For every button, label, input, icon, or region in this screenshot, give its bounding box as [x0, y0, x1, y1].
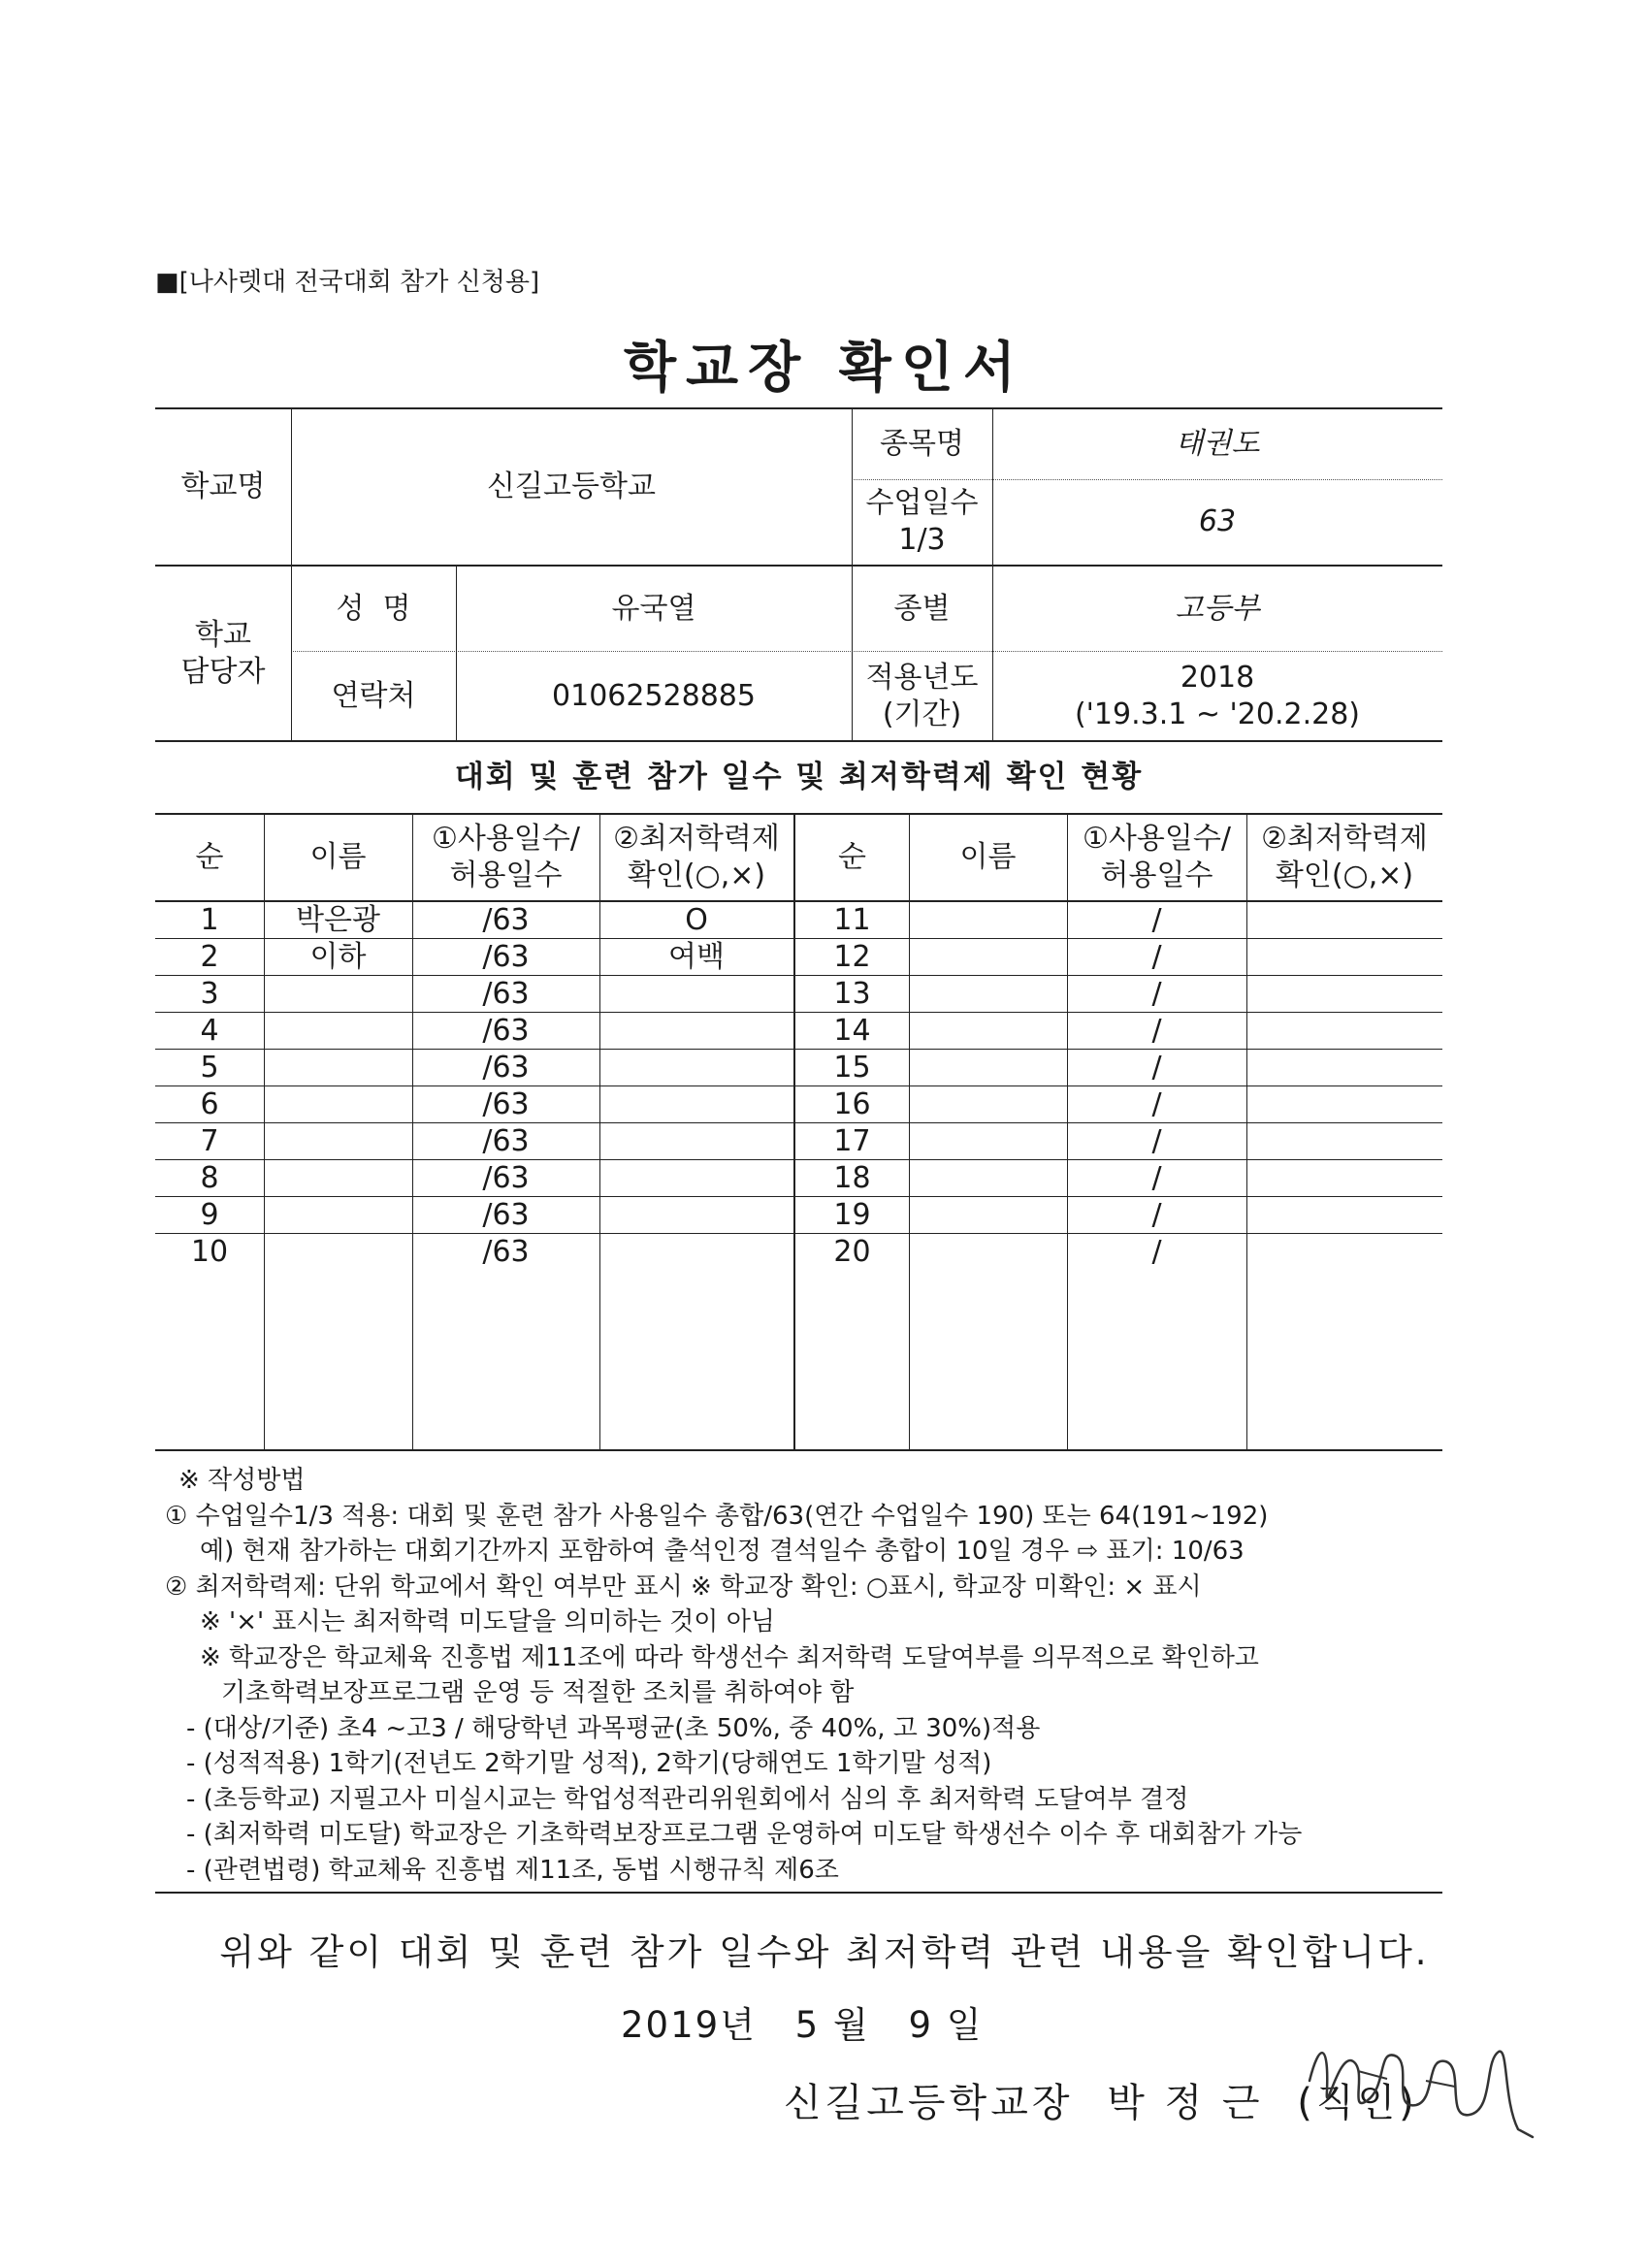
year-value: 2018 ('19.3.1 ~ '20.2.28) [1074, 660, 1361, 731]
row-left-check [599, 1123, 793, 1160]
row-left-check [599, 1050, 793, 1086]
row-left-name: 박은광 [296, 903, 380, 937]
row-right-days: / [1151, 1235, 1162, 1269]
row-left-check: O [685, 903, 708, 937]
confirmation-statement: 위와 같이 대회 및 훈련 참가 일수와 최저학력 관련 내용을 확인합니다. [219, 1931, 1430, 1973]
row-left-name [264, 1086, 412, 1123]
row-left-days: /63 [482, 1161, 530, 1195]
name-value: 유국열 [611, 591, 696, 626]
class-days-label: 수업일수 1/3 [865, 486, 979, 557]
note-item: - (대상/기준) 초4 ~고3 / 해당학년 과목평균(초 50%, 중 40%, 고 30%)적용 [186, 1713, 1041, 1743]
row-right-check [1246, 1013, 1442, 1050]
issue-date [621, 1995, 1009, 2048]
row-divider [155, 1159, 1442, 1160]
row-right-days: / [1151, 940, 1162, 974]
row-right-name [909, 1197, 1067, 1234]
signer-seal: (직인) [1297, 2081, 1418, 2125]
row-left-name [264, 1234, 412, 1271]
note-item: ※ '×' 표시는 최저학력 미도달을 의미하는 것이 아님 [200, 1607, 775, 1636]
row-left-name: 이하 [309, 940, 367, 974]
row-right-name [909, 1086, 1067, 1123]
signer-name: 박 정 근 [1107, 2081, 1264, 2125]
section-title: 대회 및 훈련 참가 일수 및 최저학력제 확인 현황 [454, 760, 1144, 794]
row-right-check [1246, 976, 1442, 1013]
note-item: - (초등학교) 지필고사 미실시교는 학업성적관리위원회에서 심의 후 최저학력 도달여부 결정 [186, 1784, 1189, 1814]
row-left-check [599, 1234, 793, 1271]
header-no-left: 순 [195, 840, 224, 874]
row-right-name [909, 902, 1067, 939]
signer-school: 신길고등학교장 [784, 2081, 1074, 2125]
row-right-check [1246, 1197, 1442, 1234]
row-right-check [1246, 1234, 1442, 1271]
row-left-name [264, 1160, 412, 1197]
row-right-no: 20 [833, 1235, 871, 1269]
row-right-no: 18 [833, 1161, 871, 1195]
row-right-no: 19 [833, 1198, 871, 1232]
row-right-no: 14 [833, 1014, 871, 1048]
division-label: 종별 [893, 591, 951, 626]
row-left-days: /63 [482, 1087, 530, 1121]
school-name-label: 학교명 [180, 470, 266, 503]
row-right-no: 15 [833, 1051, 871, 1085]
contact-value: 01062528885 [552, 678, 756, 713]
header-name-right: 이름 [959, 840, 1017, 874]
row-divider [155, 1085, 1442, 1086]
row-right-no: 13 [833, 977, 871, 1011]
row-right-check [1246, 1160, 1442, 1197]
contact-label: 연락처 [331, 678, 416, 713]
row-right-no: 12 [833, 940, 871, 974]
date-day: 9 일 [908, 2004, 984, 2046]
row-left-check [599, 976, 793, 1013]
header-no-right: 순 [838, 840, 866, 874]
row-divider [155, 975, 1442, 976]
row-right-check [1246, 1086, 1442, 1123]
row-right-days: / [1151, 1124, 1162, 1158]
manager-label: 학교 담당자 [180, 617, 266, 689]
school-name-value: 신길고등학교 [487, 470, 656, 503]
note-item: ※ 학교장은 학교체육 진흥법 제11조에 따라 학생선수 최저학력 도달여부를 의무적으로 확인하고 [200, 1642, 1259, 1672]
row-left-no: 5 [200, 1051, 219, 1085]
note-heading: ※ 작성방법 [178, 1466, 306, 1495]
notes-divider [155, 1892, 1442, 1894]
date-month: 5 월 [794, 2004, 870, 2046]
row-right-no: 11 [833, 903, 871, 937]
row-left-name [264, 976, 412, 1013]
row-right-days: / [1151, 1051, 1162, 1085]
row-left-no: 3 [200, 977, 219, 1011]
note-item: ① 수업일수1/3 적용: 대회 및 훈련 참가 사용일수 총합/63(연간 수업일수 190) 또는 64(191~192) [165, 1501, 1269, 1531]
row-right-name [909, 939, 1067, 976]
row-left-days: /63 [482, 940, 530, 974]
division-value: 고등부 [1175, 591, 1260, 626]
row-right-name [909, 1050, 1067, 1086]
row-left-check [599, 1013, 793, 1050]
row-right-name [909, 1013, 1067, 1050]
row-right-days: / [1151, 1014, 1162, 1048]
row-right-no: 17 [833, 1124, 871, 1158]
row-divider [155, 1122, 1442, 1123]
row-left-check: 여백 [668, 940, 725, 974]
row-left-days: /63 [482, 1198, 530, 1232]
note-item: - (관련법령) 학교체육 진흥법 제11조, 동법 시행규칙 제6조 [186, 1855, 839, 1885]
row-left-no: 2 [200, 940, 219, 974]
date-year: 2019년 [621, 2004, 757, 2046]
row-left-no: 9 [200, 1198, 219, 1232]
row-left-name [264, 1050, 412, 1086]
row-left-days: /63 [482, 1235, 530, 1269]
row-right-name [909, 1160, 1067, 1197]
row-right-days: / [1151, 977, 1162, 1011]
document-title: 학교장 확인서 [623, 337, 1026, 400]
header-name-left: 이름 [309, 840, 367, 874]
row-left-days: /63 [482, 1014, 530, 1048]
row-left-no: 6 [200, 1087, 219, 1121]
row-right-days: / [1151, 1198, 1162, 1232]
row-left-no: 8 [200, 1161, 219, 1195]
instructions [165, 1463, 1455, 1888]
row-right-name [909, 1123, 1067, 1160]
sport-label: 종목명 [880, 427, 964, 461]
row-right-days: / [1151, 903, 1162, 937]
row-right-check [1246, 939, 1442, 976]
row-right-name [909, 1234, 1067, 1271]
row-right-days: / [1151, 1161, 1162, 1195]
row-left-no: 10 [190, 1235, 229, 1269]
note-item: ② 최저학력제: 단위 학교에서 확인 여부만 표시 ※ 학교장 확인: ○표시, 학교장 미확인: × 표시 [165, 1571, 1202, 1602]
row-divider [155, 1233, 1442, 1234]
row-left-no: 1 [200, 903, 219, 937]
row-left-no: 7 [200, 1124, 219, 1158]
row-left-name [264, 1013, 412, 1050]
row-left-check [599, 1086, 793, 1123]
header-days-left: ①사용일수/ 허용일수 [432, 822, 580, 892]
row-left-check [599, 1197, 793, 1234]
row-right-check [1246, 1050, 1442, 1086]
header-check-right: ②최저학력제 확인(○,×) [1261, 822, 1428, 892]
row-divider [155, 1196, 1442, 1197]
row-left-days: /63 [482, 903, 530, 937]
row-left-name [264, 1197, 412, 1234]
row-right-check [1246, 902, 1442, 939]
note-item: 예) 현재 참가하는 대회기간까지 포함하여 출석인정 결석일수 총합이 10일 경우 ⇨ 표기: 10/63 [200, 1537, 1245, 1566]
name-label: 성 명 [336, 591, 411, 626]
row-divider [155, 1049, 1442, 1050]
row-left-name [264, 1123, 412, 1160]
row-right-check [1246, 1123, 1442, 1160]
year-label: 적용년도 (기간) [865, 660, 979, 731]
row-left-days: /63 [482, 977, 530, 1011]
row-left-days: /63 [482, 1124, 530, 1158]
header-check-left: ②최저학력제 확인(○,×) [613, 822, 780, 892]
sport-value: 태권도 [1175, 427, 1260, 461]
row-divider [155, 938, 1442, 939]
row-divider [155, 1012, 1442, 1013]
handwritten-signature [1300, 2023, 1542, 2149]
row-left-check [599, 1160, 793, 1197]
note-item: 기초학력보장프로그램 운영 등 적절한 조치를 취하여야 함 [221, 1678, 855, 1707]
row-left-no: 4 [200, 1014, 219, 1048]
note-item: - (최저학력 미도달) 학교장은 기초학력보장프로그램 운영하여 미도달 학생선수 이수 후 대회참가 가능 [186, 1820, 1303, 1849]
header-days-right: ①사용일수/ 허용일수 [1083, 822, 1231, 892]
row-right-days: / [1151, 1087, 1162, 1121]
row-right-no: 16 [833, 1087, 871, 1121]
row-right-name [909, 976, 1067, 1013]
row-left-days: /63 [482, 1051, 530, 1085]
form-tag: ■[나사렛대 전국대회 참가 신청용] [155, 268, 540, 297]
note-item: - (성적적용) 1학기(전년도 2학기말 성적), 2학기(당해연도 1학기말 성적) [186, 1749, 992, 1778]
class-days-value: 63 [1198, 504, 1237, 538]
